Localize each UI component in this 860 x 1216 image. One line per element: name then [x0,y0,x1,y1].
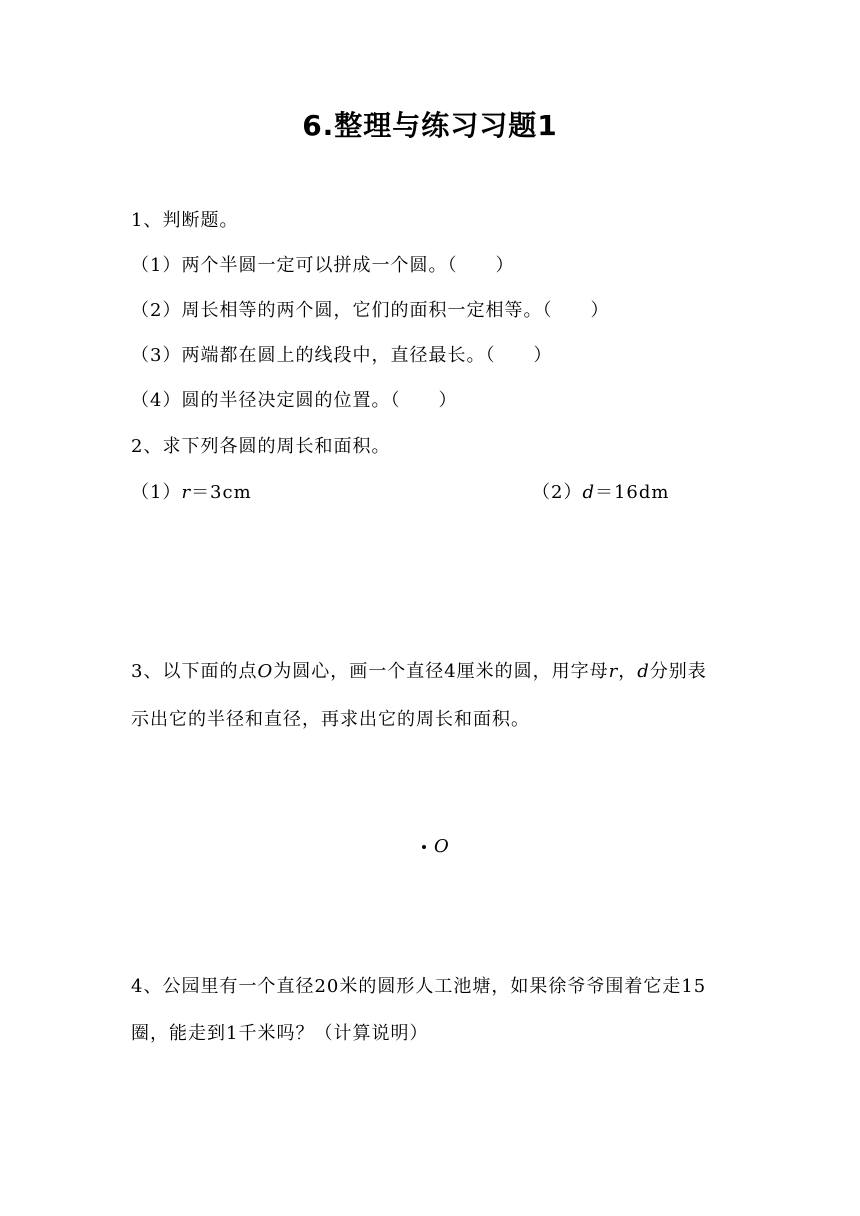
q4-line-2: 圈，能走到1千米吗？（计算说明） [131,1023,429,1044]
q4-line-1: 4、公园里有一个直径20米的圆形人工池塘，如果徐爷爷围着它走15 [131,976,707,997]
q3-text-b: 为圆心，画一个直径4厘米的圆，用字母 [273,661,609,682]
center-point-o [422,836,449,857]
point-label: O [434,836,449,857]
q3-text-a: 3、以下面的点 [131,661,258,682]
q2-part-a-var: r [181,482,192,503]
q3-line-1 [131,657,707,683]
q1-item-3: （3）两端都在圆上的线段中，直径最长。（ ） [131,345,553,366]
point-dot [422,845,426,849]
q2-part-b-prefix: （2） [532,482,583,503]
q1-item-1: （1）两个半圆一定可以拼成一个圆。（ ） [131,255,515,276]
q3-var-d: d [637,661,650,682]
q2-part-b-var: d [582,482,595,503]
q1-item-2: （2）周长相等的两个圆，它们的面积一定相等。（ ） [131,300,610,321]
q3-text-c: ， [618,661,638,682]
q3-text-e: 分别表 [649,661,707,682]
q3-line-2: 示出它的半径和直径，再求出它的周长和面积。 [131,709,530,730]
q1-heading: 1、判断题。 [131,210,239,231]
q2-part-a [131,478,252,504]
q2-part-a-prefix: （1） [131,482,182,503]
q1-item-4: （4）圆的半径决定圆的位置。（ ） [131,390,458,411]
q2-part-b-value: ＝16dm [594,482,670,503]
q2-part-b [532,478,669,504]
page-title: 6.整理与练习习题1 [302,109,558,142]
q2-heading: 2、求下列各圆的周长和面积。 [131,436,391,457]
q3-var-r: r [608,661,619,682]
q3-point-ref: O [257,661,274,682]
q2-part-a-value: ＝3cm [191,482,252,503]
